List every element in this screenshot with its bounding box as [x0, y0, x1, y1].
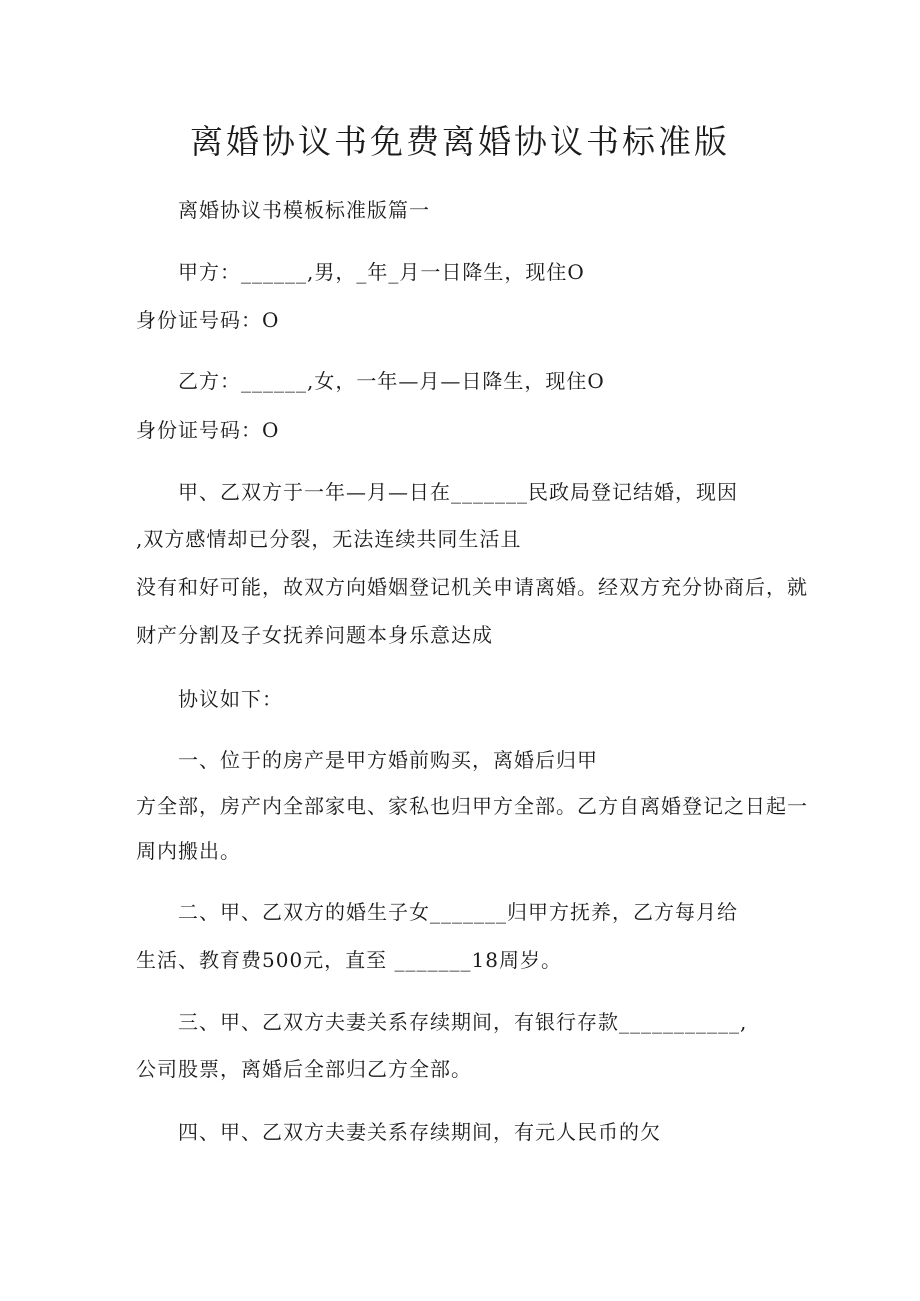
party-a-line: 甲方：______,男，_年_月一日降生，现住O — [178, 260, 585, 284]
agreement-heading: 协议如下： — [178, 687, 283, 711]
party-b-id-line: 身份证号码：O — [136, 418, 280, 442]
clause-1-line-1: 一、位于的房产是甲方婚前购买，离婚后归甲 — [178, 748, 598, 772]
intro-paragraph-line-3: 没有和好可能，故双方向婚姻登记机关申请离婚。经双方充分协商后，就 — [136, 575, 808, 599]
intro-paragraph-line-1: 甲、乙双方于一年—月—日在_______民政局登记结婚，现因 — [178, 480, 738, 504]
clause-1-line-3: 周内搬出。 — [136, 839, 241, 863]
document-title: 离婚协议书免费离婚协议书标准版 — [190, 122, 730, 161]
intro-paragraph-line-4: 财产分割及子女抚养问题本身乐意达成 — [136, 623, 493, 647]
clause-2-line-2: 生活、教育费500元，直至 _______18周岁。 — [136, 948, 562, 972]
document-subtitle: 离婚协议书模板标准版篇一 — [178, 198, 430, 222]
party-b-line: 乙方：______,女，一年—月—日降生，现住O — [178, 369, 605, 393]
clause-3-line-2: 公司股票，离婚后全部归乙方全部。 — [136, 1057, 472, 1081]
party-a-id-line: 身份证号码：O — [136, 308, 280, 332]
clause-2-line-1: 二、甲、乙双方的婚生子女_______归甲方抚养，乙方每月给 — [178, 900, 738, 924]
clause-1-line-2: 方全部，房产内全部家电、家私也归甲方全部。乙方自离婚登记之日起一 — [136, 794, 808, 818]
intro-paragraph-line-2: ,双方感情却已分裂，无法连续共同生活且 — [136, 527, 522, 551]
clause-4-line-1: 四、甲、乙双方夫妻关系存续期间，有元人民币的欠 — [178, 1120, 661, 1144]
clause-3-line-1: 三、甲、乙双方夫妻关系存续期间，有银行存款___________, — [178, 1010, 748, 1034]
